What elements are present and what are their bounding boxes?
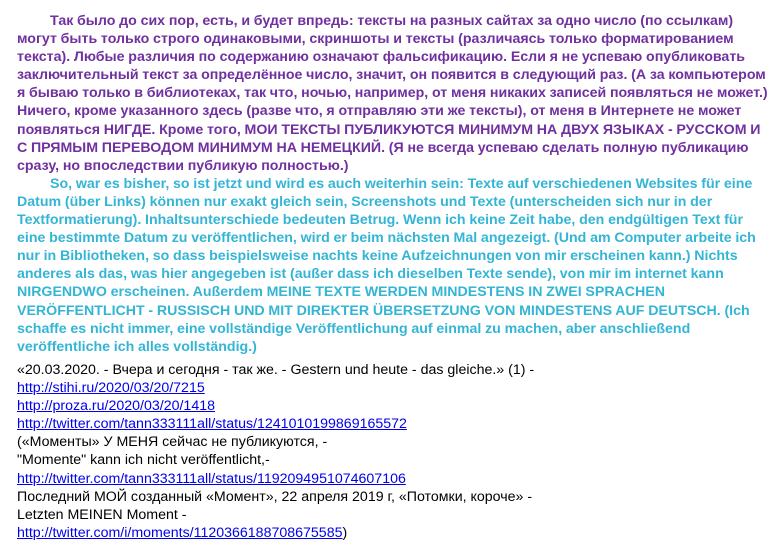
notice-block — [17, 12, 769, 356]
entry-heading: «20.03.2020. - Вчера и сегодня - так же. - Gestern und heute - das gleiche.» (1) - — [17, 362, 535, 378]
notice-paragraph-russian: Так было до сих пор, есть, и будет впредь: тексты на разных сайтах за одно число (по ссылкам) могут быть только строго одинаковыми, скриншоты и тексты (различаясь только форматированием текста). Любые различия по содержанию означают фальсификацию. Если я не успеваю опубликовать заключительный текст за определённое число, значит, он появится в следующий раз. (А за компьютером я бываю только в библиотеках, так что, ночью, например, от меня никаких записей появляться не может.) Ничего, кроме указанного здесь (разве что, я отправляю эти же тексты), от меня в Интернете не может появляться НИГДЕ. Кроме того, МОИ ТЕКСТЫ ПУБЛИКУЮТСЯ МИНИМУМ НА ДВУХ ЯЗЫКАХ - РУССКОМ И С ПРЯМЫМ ПЕРЕВОДОМ МИНИМУМ НА НЕМЕЦКИЙ. (Я не всегда успеваю сделать полную публикацию сразу, но впоследствии публикую полностью.) — [17, 13, 768, 174]
link-proza[interactable]: http://proza.ru/2020/03/20/1418 — [17, 398, 215, 415]
link-twitter-status-2[interactable]: http://twitter.com/tann333111all/status/1192094951074607106 — [17, 470, 406, 487]
entry-links-block — [17, 361, 769, 542]
moments-note-german: "Momente" kann ich nicht veröffentlicht,- — [17, 452, 270, 469]
link-twitter-status[interactable]: http://twitter.com/tann333111all/status/1241010199869165572 — [17, 416, 407, 433]
notice-paragraph-german: So, war es bisher, so ist jetzt und wird es auch weiterhin sein: Texte auf verschiedenen Websites für eine Datum (über Links) können nur exakt gleich sein, Screenshots und Texte (unterscheiden sich nur in der Textformatierung). Inhaltsunterschiede bedeuten Betrug. Wenn ich keine Zeit habe, den endgültigen Text für eine bestimmte Datum zu veröffentlichen, wird er beim nächsten Mal angezeigt. (Und am Computer arbeite ich nur in Bibliotheken, so dass beispielsweise nachts keine Aufzeichnungen von mir erscheinen kann.) Nichts anderes als das, was hier angegeben ist (außer dass ich dieselben Texte sende), von mir im internet kann NIRGENDWO erscheinen. Außerdem MEINE TEXTE WERDEN MINDESTENS IN ZWEI SPRACHEN VERÖFFENTLICHT - RUSSISCH UND MIT DIREKTER ÜBERSETZUNG VON MINDESTENS AUF DEUTSCH. (Ich schaffe es nicht immer, eine vollständige Veröffentlichung auf einmal zu machen, aber anschließend veröffentliche ich alles vollständig.) — [17, 175, 756, 355]
link-stihi[interactable]: http://stihi.ru/2020/03/20/7215 — [17, 380, 205, 397]
last-moment-russian: Последний МОЙ созданный «Момент», 22 апреля 2019 г, «Потомки, короче» - — [17, 488, 533, 505]
closing-paren: ) — [342, 524, 348, 541]
link-moment[interactable]: http://twitter.com/i/moments/1120366188708675585 — [17, 524, 343, 541]
last-moment-german: Letzten MEINEN Moment - — [17, 506, 187, 523]
moments-note-russian: («Моменты» У МЕНЯ сейчас не публикуются, - — [17, 434, 328, 451]
